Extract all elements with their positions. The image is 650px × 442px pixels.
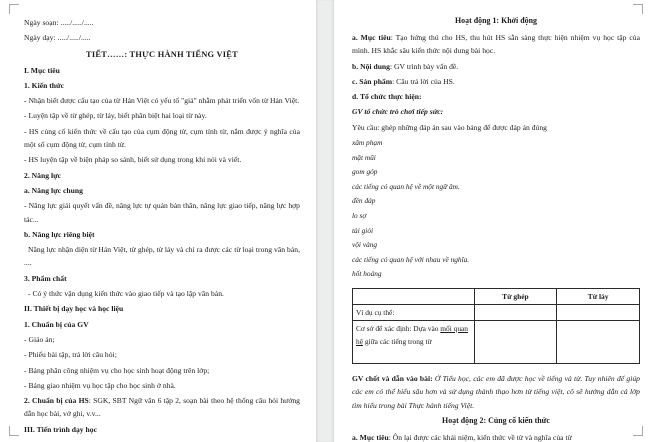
activity1-content-text: : GV trình bày vấn đề. (390, 61, 459, 71)
activity1-product (352, 75, 640, 88)
activity-2-title: Hoạt động 2: Củng cố kiến thức (442, 415, 550, 425)
page-left (0, 0, 316, 442)
activity1-content-label: b. Nội dung (352, 61, 390, 71)
activity2-objective-text: : Ôn lại được các khái niệm, kiến thức về từ và nghĩa của từ (388, 432, 572, 442)
word-list-item: hốt hoảng (352, 269, 382, 279)
teacher-conclusion-label: GV chốt và dẫn vào bài: (352, 374, 433, 384)
activity2-objective-label: a. Mục tiêu (352, 432, 389, 442)
qualities-text: - Có ý thức vận dụng kiến thức vào giao tiếp và tạo lập văn bản. (28, 289, 224, 299)
date-taught-line: Ngày dạy: ...../...../..... (24, 33, 91, 43)
lesson-title: TIẾT……: THỰC HÀNH TIẾNG VIỆT (86, 49, 238, 59)
word-type-table (352, 288, 640, 364)
subheading-teacher-prep: 1. Chuẩn bị của GV (24, 319, 89, 329)
crop-mark-bottom-left (9, 426, 19, 436)
knowledge-bullet-3: - HS củng cố kiến thức về cấu tạo của cụm động từ, cụm tính từ, nắm được ý nghĩa của một số cụm động từ, cụm tính từ. (24, 126, 300, 150)
date-prepared-line: Ngày soạn: ...../...../..... (24, 18, 94, 27)
page-right (334, 0, 650, 442)
basis-text-part-1: Cơ sở để xác định: Dựa vào (356, 324, 441, 334)
crop-mark-top-left (9, 4, 19, 14)
game-requirement: Yêu cầu: ghép những đáp án sau vào bảng để được đáp án đúng (352, 122, 547, 132)
answer-word-list (352, 136, 640, 282)
word-list-item: gom góp (352, 167, 378, 177)
teacher-prep-bullet-1: - Giáo án; (24, 334, 55, 344)
table-header-blank (353, 289, 475, 305)
activity1-objective-label: a. Mục tiêu (352, 33, 391, 42)
teacher-game-instruction: GV tổ chức trò chơi tiếp sức: (352, 107, 444, 117)
word-list-item: mặt mũi (352, 152, 376, 162)
table-row-label-basis (353, 321, 475, 364)
table-cell-empty[interactable] (474, 305, 557, 321)
section-heading-objectives: I. Mục tiêu (24, 65, 60, 75)
teacher-prep-bullet-2: - Phiếu bài tập, trả lời câu hỏi; (24, 350, 117, 360)
table-header-row (353, 289, 640, 305)
specific-competence-text: Năng lực nhận diện từ Hán Việt, từ ghép, từ láy và chỉ ra được các từ loại trong văn bản, .... (24, 245, 300, 268)
subheading-competence: 2. Năng lực (24, 170, 62, 180)
table-row (353, 321, 640, 364)
knowledge-bullet-1: - Nhận biết được cấu tạo của từ Hán Việt có yếu tố "giả" nhằm phát triển vốn từ Hán Việt. (24, 96, 300, 106)
subheading-knowledge: 1. Kiến thức (24, 80, 65, 90)
activity1-product-label: c. Sản phẩm (352, 76, 393, 86)
knowledge-bullet-4: - HS luyện tập về biện pháp so sánh, biết sử dụng trong khi nói và viết. (24, 155, 242, 165)
student-prep-paragraph (24, 394, 300, 421)
knowledge-bullet-2: - Luyện tập về từ ghép, từ láy, biết phân biệt hai loại từ này. (24, 111, 207, 121)
word-list-item: vội vàng (352, 240, 378, 250)
activity1-organization-label: d. Tổ chức thực hiện: (352, 92, 422, 102)
student-prep-text: : SGK, SBT Ngữ văn 6 tập 2, soạn bài theo hệ thống câu hỏi hướng dẫn học bài, vở ghi, v.v... (24, 396, 300, 419)
table-row (353, 305, 640, 321)
activity-1-title: Hoạt động 1: Khởi động (455, 16, 537, 25)
activity1-objective-text: : Tạo hứng thú cho HS, thu hút HS sẵn sàng thực hiện nhiệm vụ học tập của mình. HS khắc sâu kiến thức nội dung bài học. (352, 33, 640, 56)
teacher-conclusion (352, 372, 640, 412)
section-heading-procedure: III. Tiến trình dạy học (24, 424, 97, 434)
subheading-qualities: 3. Phẩm chất (24, 273, 67, 283)
basis-text-underlined: mối quan hệ (356, 324, 468, 347)
activity2-objective (352, 431, 640, 442)
word-list-item: đền đáp (352, 196, 376, 206)
teacher-prep-bullet-3: - Bảng phân công nhiệm vụ cho học sinh hoạt động trên lớp; (24, 365, 210, 375)
subheading-specific-competence: b. Năng lực riêng biệt (24, 229, 95, 239)
word-list-item: các tiếng có quan hệ với nhau về nghĩa. (352, 254, 470, 264)
teacher-conclusion-text: Ở Tiểu học, các em đã được học về tiếng và từ. Tuy nhiên để giúp các em có thể hiểu sâu hơn và sử dụng thành thạo hơn từ tiếng việt, cô sẽ hướng dẫn cả lớp tìm hiểu trong bài Thực hành tiếng Việt. (352, 374, 640, 410)
word-list-item: tài giỏi (352, 225, 374, 235)
student-prep-label: 2. Chuẩn bị của HS (24, 396, 89, 406)
word-list-item: xâm phạm (352, 138, 383, 148)
word-list-item: lo sợ (352, 211, 367, 221)
teacher-prep-bullet-4: - Bảng giao nhiệm vụ học tập cho học sinh ở nhà. (24, 380, 176, 390)
word-list-item: các tiếng có quan hệ về một ngữ âm. (352, 181, 460, 191)
activity1-product-text: : Câu trả lời của HS. (392, 76, 455, 86)
crop-mark-top-right (633, 4, 643, 14)
subheading-general-competence: a. Năng lực chung (24, 185, 83, 195)
activity1-objective (352, 31, 640, 58)
crop-mark-bottom-right (633, 426, 643, 436)
general-competence-text: - Năng lực giải quyết vấn đề, năng lực tự quản bản thân, năng lực giao tiếp, năng lực hợp tác... (24, 201, 300, 224)
activity1-content (352, 60, 640, 73)
basis-text-part-2: giữa các tiếng trong từ (362, 337, 432, 347)
table-cell-empty[interactable] (557, 321, 640, 364)
table-cell-empty[interactable] (474, 321, 557, 364)
table-cell-empty[interactable] (557, 305, 640, 321)
section-heading-equipment: II. Thiết bị dạy học và học liệu (24, 304, 124, 314)
table-header-tu-ghep: Từ ghép (474, 289, 557, 305)
table-header-tu-lay: Từ láy (557, 289, 640, 305)
page-gutter (316, 0, 334, 442)
table-row-label-examples: Ví dụ cụ thể: (353, 305, 475, 321)
